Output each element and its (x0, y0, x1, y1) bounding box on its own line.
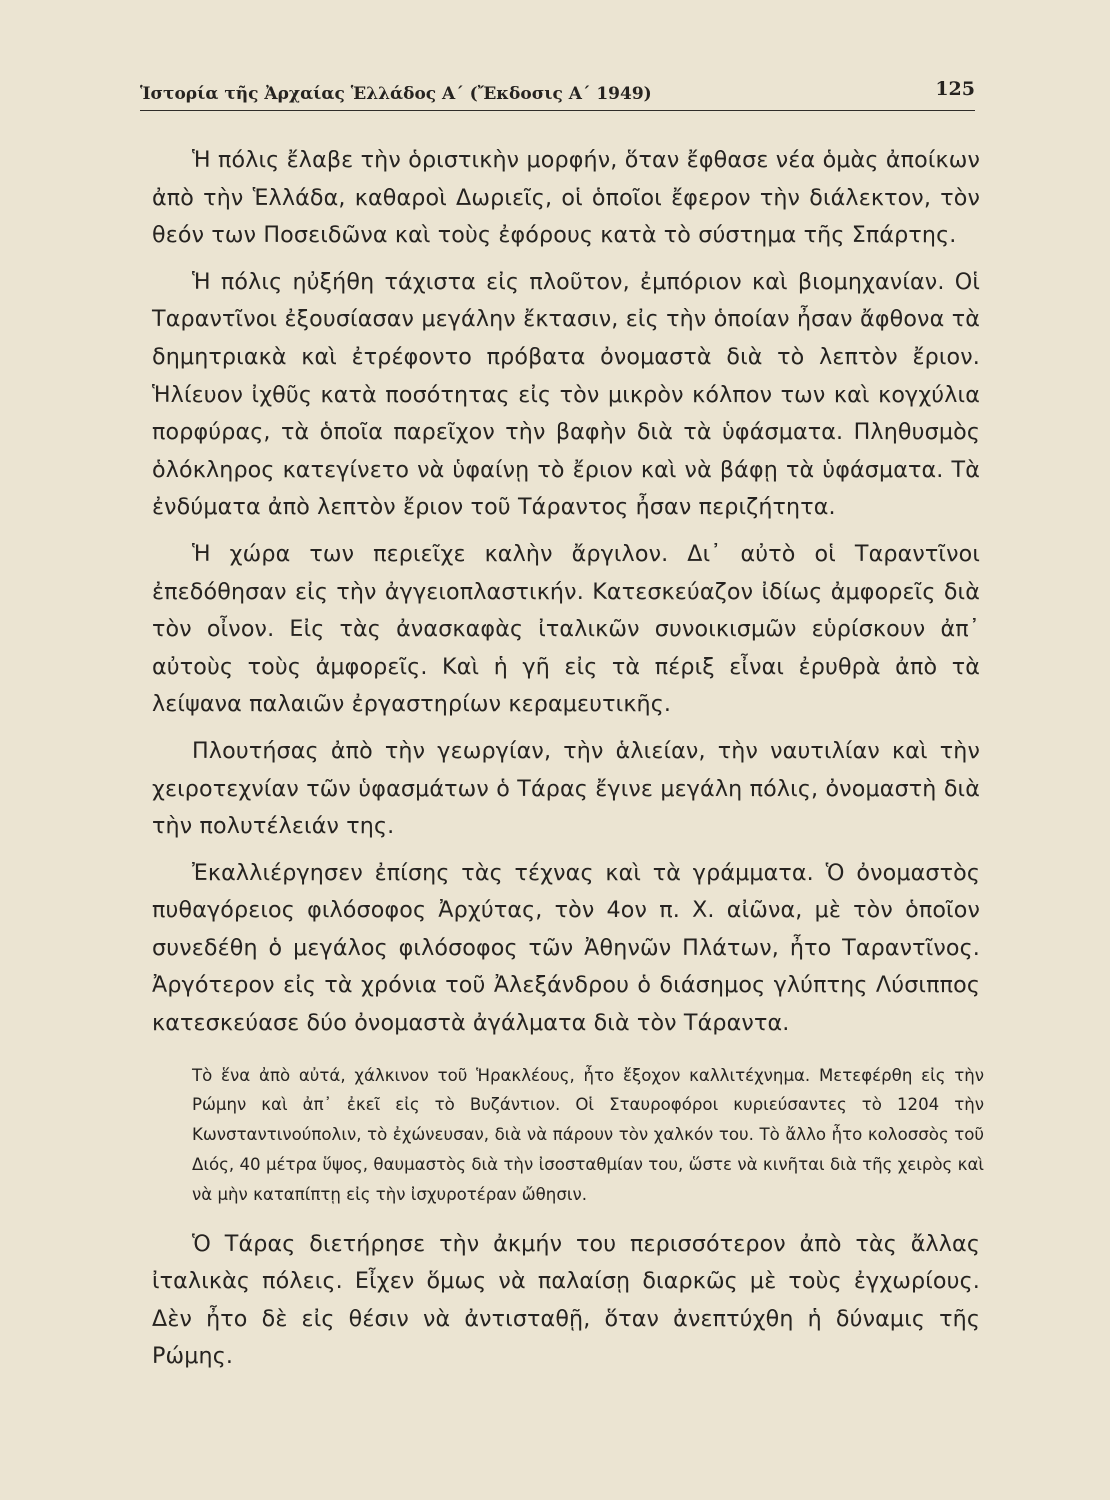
paragraph-closing: Ὁ Τάρας διετήρησε τὴν ἀκμήν του περισσότερον ἀπὸ τὰς ἄλλας ἰταλικὰς πόλεις. Εἶχεν ὅμως νὰ παλαίσῃ διαρκῶς μὲ τοὺς ἐγχωρίους. Δὲν ἦτο δὲ εἰς θέσιν νὰ ἀντισταθῇ, ὅταν ἀνεπτύχθη ἡ δύναμις τῆς Ρώμης. (152, 1230, 980, 1370)
page-number: 125 (935, 78, 975, 100)
paragraph-prosperity: Πλουτήσας ἀπὸ τὴν γεωργίαν, τὴν ἁλιείαν, τὴν ναυτιλίαν καὶ τὴν χειροτεχνίαν τῶν ὑφασμάτων ὁ Τάρας ἔγινε μεγάλη πόλις, ὀνομαστὴ διὰ τὴν πολυτέλειάν της. (152, 737, 980, 840)
page-header (140, 78, 975, 108)
paragraph-arts: Ἐκαλλιέργησεν ἐπίσης τὰς τέχνας καὶ τὰ γράμματα. Ὁ ὀνομαστὸς πυθαγόρειος φιλόσοφος Ἀρχύτας, τὸν 4ον π. Χ. αἰῶνα, μὲ τὸν ὁποῖον συνεδέθη ὁ μεγάλος φιλόσοφος τῶν Ἀθηνῶν Πλάτων, ἦτο Ταραντῖνος. Ἀργότερον εἰς τὰ χρόνια τοῦ Ἀλεξάνδρου ὁ διάσημος γλύπτης Λύσιππος κατεσκεύασε δύο ὀνομαστὰ ἀγάλματα διὰ τὸν Τάραντα. (152, 859, 980, 1037)
paragraph-pottery: Ἡ χώρα των περιεῖχε καλὴν ἄργιλον. Δι᾿ αὐτὸ οἱ Ταραντῖνοι ἐπεδόθησαν εἰς τὴν ἀγγειοπλαστικήν. Κατεσκεύαζον ἰδίως ἀμφορεῖς διὰ τὸν οἶνον. Εἰς τὰς ἀνασκαφὰς ἰταλικῶν συνοικισμῶν εὑρίσκουν ἀπ᾿ αὐτοὺς τοὺς ἀμφορεῖς. Καὶ ἡ γῆ εἰς τὰ πέριξ εἶναι ἐρυθρὰ ἀπὸ τὰ λείψανα παλαιῶν ἐργαστηρίων κεραμευτικῆς. (152, 540, 980, 718)
paragraph-wealth: Ἡ πόλις ηὐξήθη τάχιστα εἰς πλοῦτον, ἐμπόριον καὶ βιομηχανίαν. Οἱ Ταραντῖνοι ἐξουσίασαν μεγάλην ἔκτασιν, εἰς τὴν ὁποίαν ἦσαν ἄφθονα τὰ δημητριακὰ καὶ ἐτρέφοντο πρόβατα ὀνομαστὰ διὰ τὸ λεπτὸν ἔριον. Ἡλίευον ἰχθῦς κατὰ ποσότητας εἰς τὸν μικρὸν κόλπον των καὶ κογχύλια πορφύρας, τὰ ὁποῖα παρεῖχον τὴν βαφὴν διὰ τὰ ὑφάσματα. Πληθυσμὸς ὁλόκληρος κατεγίνετο νὰ ὑφαίνῃ τὸ ἔριον καὶ νὰ βάφῃ τὰ ὑφάσματα. Τὰ ἐνδύματα ἀπὸ λεπτὸν ἔριον τοῦ Τάραντος ἦσαν περιζήτητα. (152, 268, 980, 521)
paragraph-colony-founding: Ἡ πόλις ἔλαβε τὴν ὁριστικὴν μορφήν, ὅταν ἔφθασε νέα ὁμὰς ἀποίκων ἀπὸ τὴν Ἑλλάδα, καθαροὶ Δωριεῖς, οἱ ὁποῖοι ἔφερον τὴν διάλεκτον, τὸν θεόν των Ποσειδῶνα καὶ τοὺς ἐφόρους κατὰ τὸ σύστημα τῆς Σπάρτης. (152, 147, 980, 249)
running-title: Ἱστορία τῆς Ἀρχαίας Ἑλλάδος Α΄ (Ἔκδοσις Α΄ 1949) (140, 84, 652, 104)
page-body (152, 142, 984, 1376)
header-rule (140, 110, 975, 111)
small-print-note: Τὸ ἕνα ἀπὸ αὐτά, χάλκινον τοῦ Ἡρακλέους, ἦτο ἔξοχον καλλιτέχνημα. Μετεφέρθη εἰς τὴν Ρώμην καὶ ἀπ᾿ ἐκεῖ εἰς τὸ Βυζάντιον. Οἱ Σταυροφόροι κυριεύσαντες τὸ 1204 τὴν Κωνσταντινούπολιν, τὸ ἐχώνευσαν, διὰ νὰ πάρουν τὸν χαλκόν του. Τὸ ἄλλο ἦτο κολοσσὸς τοῦ Διός, 40 μέτρα ὕψος, θαυμαστὸς διὰ τὴν ἰσοσταθμίαν του, ὥστε νὰ κινῆται διὰ τῆς χειρὸς καὶ νὰ μὴν καταπίπτῃ εἰς τὴν ἰσχυροτέραν ὤθησιν. (192, 1065, 984, 1204)
